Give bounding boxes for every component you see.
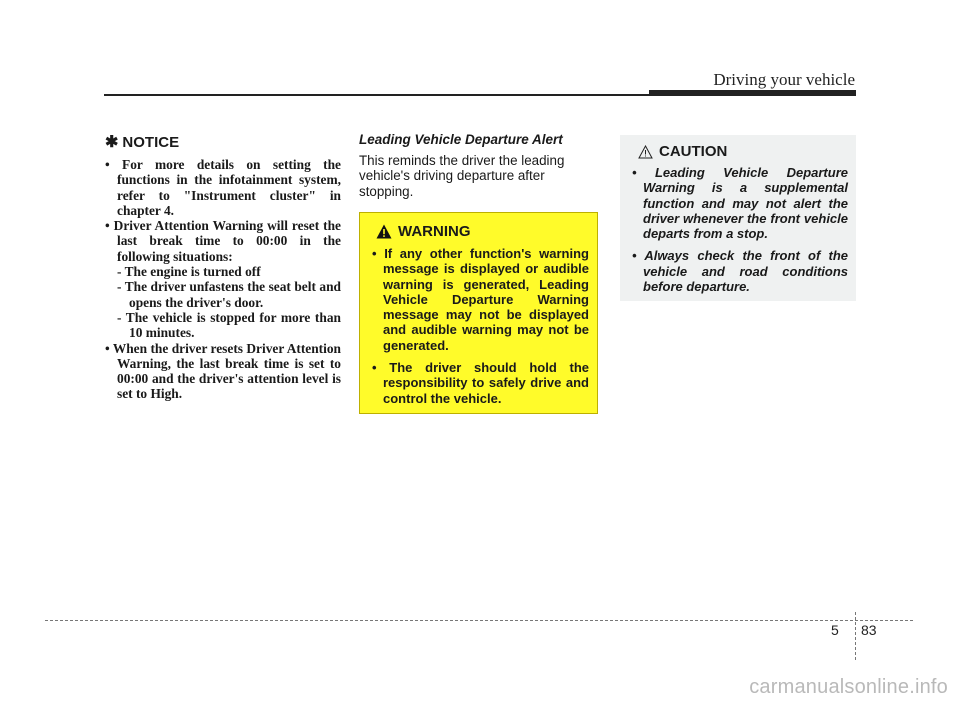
footer-dashed-divider (855, 612, 856, 660)
page-number: 83 (861, 622, 877, 638)
list-item: • If any other function's warning message is displayed or audible warning is generated, Leading Vehicle Departure Warning message may not be displayed and audible warning may not be generated. (372, 246, 589, 353)
sub-list-item: - The engine is turned off (117, 264, 341, 279)
warning-title: WARNING (398, 223, 471, 240)
list-item: • Leading Vehicle Departure Warning is a supplemental function and may not alert the driver whenever the front vehicle departs from a stop. (632, 165, 848, 241)
section-heading: Leading Vehicle Departure Alert (359, 132, 563, 147)
section-body: This reminds the driver the leading vehicle's driving departure after stopping. (359, 153, 565, 199)
warning-heading (372, 223, 589, 240)
warning-triangle-icon (376, 224, 392, 239)
header-title: Driving your vehicle (713, 70, 855, 89)
caution-heading (632, 143, 848, 160)
departure-alert-section (359, 132, 599, 199)
list-item: • When the driver resets Driver Attention Warning, the last break time is set to 00:00 and the driver's attention level is set to High. (105, 341, 341, 402)
list-item: • The driver should hold the responsibility to safely drive and control the vehicle. (372, 360, 589, 406)
header-thick-bar (649, 90, 856, 96)
list-item: • Always check the front of the vehicle and road conditions before departure. (632, 248, 848, 294)
list-item: • Driver Attention Warning will reset the last break time to 00:00 in the following situations: - The engine is turned off - The driver unfastens the seat belt and opens the driver's door. - The vehicle is stopped for more than 10 minutes. (105, 218, 341, 340)
footer-dashed-rule (45, 620, 913, 621)
caution-title: CAUTION (659, 143, 728, 160)
watermark: carmanualsonline.info (749, 676, 948, 698)
sub-list (117, 264, 341, 340)
sub-list-item: - The driver unfastens the seat belt and opens the driver's door. (117, 279, 341, 310)
caution-triangle-outline-icon (638, 145, 653, 159)
sub-list-item: - The vehicle is stopped for more than 10 minutes. (117, 310, 341, 341)
notice-title-text: NOTICE (122, 133, 180, 151)
notice-list (105, 157, 341, 402)
notice-section (105, 132, 341, 402)
warning-box (359, 212, 598, 414)
warning-list (372, 246, 589, 406)
caution-box (620, 135, 856, 301)
caution-list (632, 165, 848, 294)
list-item: • For more details on setting the functions in the infotainment system, refer to "Instrument cluster" in chapter 4. (105, 157, 341, 218)
chapter-number: 5 (831, 622, 839, 638)
notice-heading (105, 132, 341, 152)
star-burst-icon: ✱ (105, 134, 119, 151)
